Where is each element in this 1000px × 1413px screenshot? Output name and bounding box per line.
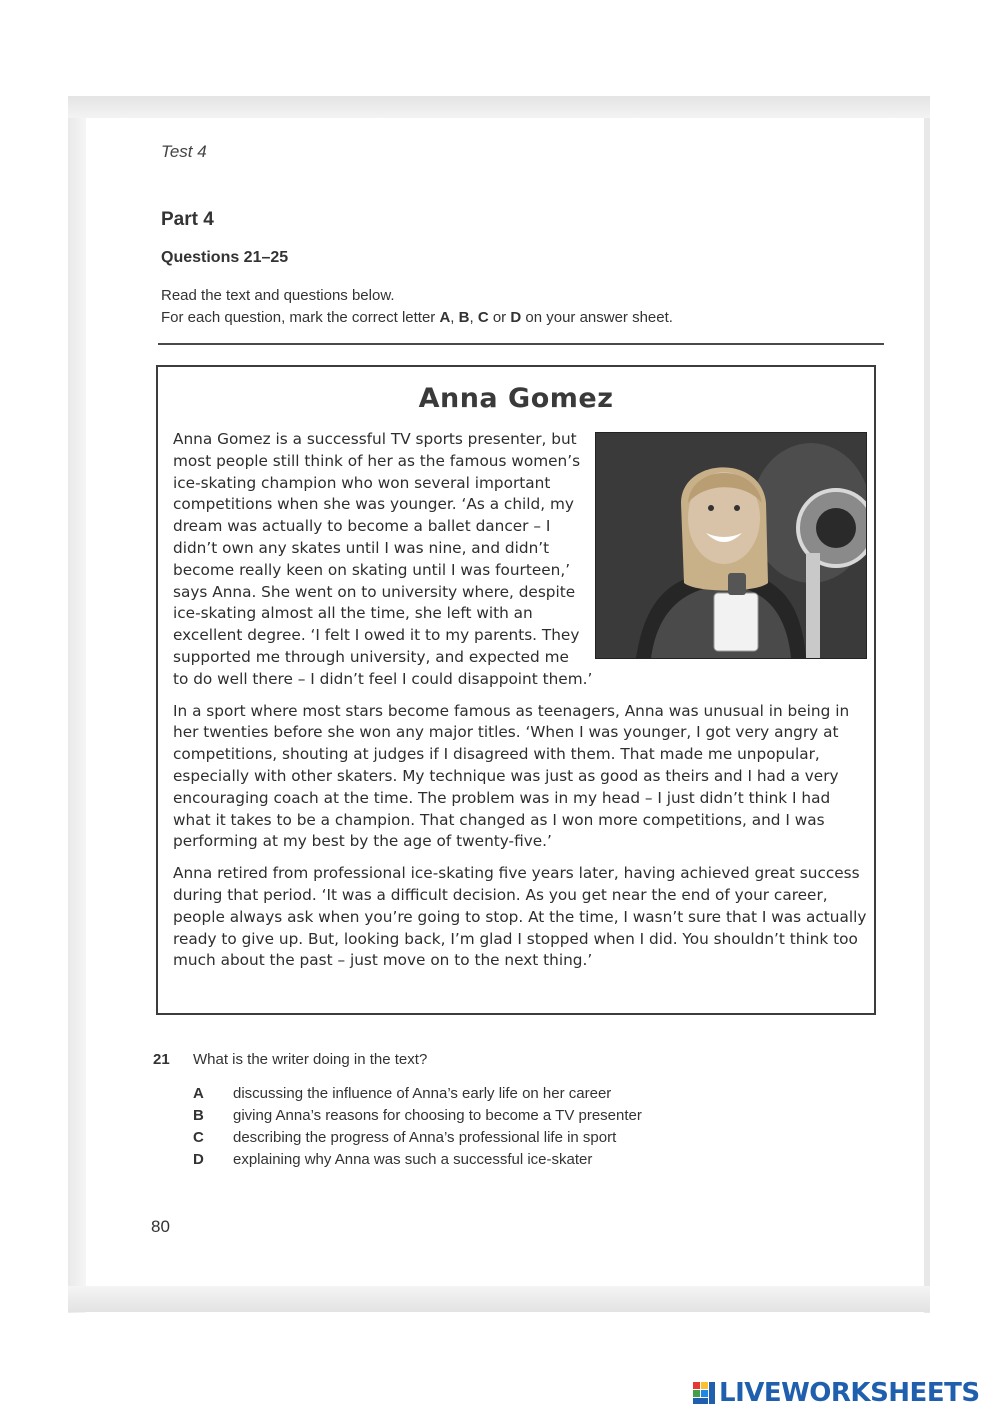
liveworksheets-logo-icon bbox=[692, 1381, 716, 1405]
instruction-text-post: on your answer sheet. bbox=[521, 309, 673, 326]
instruction-line-1: Read the text and questions below. bbox=[161, 287, 395, 304]
option-text: giving Anna’s reasons for choosing to become a TV presenter bbox=[233, 1107, 642, 1124]
option-text: describing the progress of Anna’s professional life in sport bbox=[233, 1129, 617, 1146]
liveworksheets-brand-text: LIVEWORKSHEETS bbox=[719, 1378, 980, 1408]
question-number: 21 bbox=[153, 1051, 170, 1068]
scan-border-bottom bbox=[68, 1286, 930, 1312]
presenter-photo bbox=[595, 432, 867, 659]
option-letter: C bbox=[193, 1129, 204, 1146]
instruction-letter-b: B bbox=[458, 309, 470, 326]
instruction-or: or bbox=[488, 309, 511, 326]
test-label: Test 4 bbox=[161, 142, 207, 161]
instruction-letter-c: C bbox=[477, 309, 489, 326]
instruction-letter-a: A bbox=[439, 309, 451, 326]
article-paragraph: In a sport where most stars become famous as teenagers, Anna was unusual in being in her twenties before she won any major titles. ‘When I was younger, I got very angry at competitions, shouting at judges if I disagreed with them. That made me unpopular, especially with other skaters. My technique was just as good as theirs and I had a very encouraging coach at the time. The problem was in my head – I just didn’t think I had what it takes to be a champion. That changed as I won more competitions, and I was performing at my best by the age of twenty-five.’ bbox=[173, 701, 850, 851]
page-number: 80 bbox=[151, 1217, 170, 1236]
article-box bbox=[156, 365, 876, 1015]
questions-range: Questions 21–25 bbox=[161, 249, 289, 266]
option-letter: D bbox=[193, 1151, 204, 1168]
option-letter: A bbox=[193, 1085, 204, 1102]
option-text: discussing the influence of Anna’s early life on her career bbox=[233, 1085, 612, 1102]
divider-rule bbox=[158, 343, 884, 345]
scan-border-left bbox=[68, 118, 86, 1313]
instruction-text-pre: For each question, mark the correct letter bbox=[161, 309, 440, 326]
part-title: Part 4 bbox=[161, 209, 214, 230]
article-paragraph: Anna Gomez is a successful TV sports presenter, but most people still think of her as the famous women’s ice-skating champion who won several important competitions when she was younger. ‘As a child, my dream was actually to become a ballet dancer – I didn’t own any skates until I was nine, and didn’t become really keen on skating until I was fourteen,’ says Anna. She went on to university where, despite ice-skating almost all the time, she left with an excellent degree. ‘I felt I owed it to my parents. They supported me through university, and expected me to do well there – I didn’t feel I could disappoint them.’ bbox=[173, 430, 593, 688]
instruction-line-2 bbox=[161, 307, 673, 329]
question-text: What is the writer doing in the text? bbox=[193, 1051, 428, 1068]
scan-border-top bbox=[68, 96, 930, 118]
option-letter: B bbox=[193, 1107, 204, 1124]
presenter-illustration bbox=[596, 433, 866, 658]
instruction-letter-d: D bbox=[510, 309, 522, 326]
scan-border-right bbox=[924, 118, 930, 1313]
instructions bbox=[161, 285, 673, 329]
liveworksheets-brand[interactable] bbox=[692, 1378, 980, 1408]
option-text: explaining why Anna was such a successful ice-skater bbox=[233, 1151, 593, 1168]
instruction-separator: , bbox=[450, 309, 459, 326]
instruction-separator: , bbox=[469, 309, 478, 326]
article-paragraph: Anna retired from professional ice-skating five years later, having achieved great success during that period. ‘It was a difficult decision. As you get near the end of your career, people always ask when you’re going to stop. At the time, I wasn’t sure that I was actually ready to give up. But, looking back, I’m glad I stopped when I did. You shouldn’t think too much about the past – just move on to the next thing.’ bbox=[173, 864, 867, 970]
article-title: Anna Gomez bbox=[418, 383, 614, 414]
article-body bbox=[173, 429, 867, 982]
